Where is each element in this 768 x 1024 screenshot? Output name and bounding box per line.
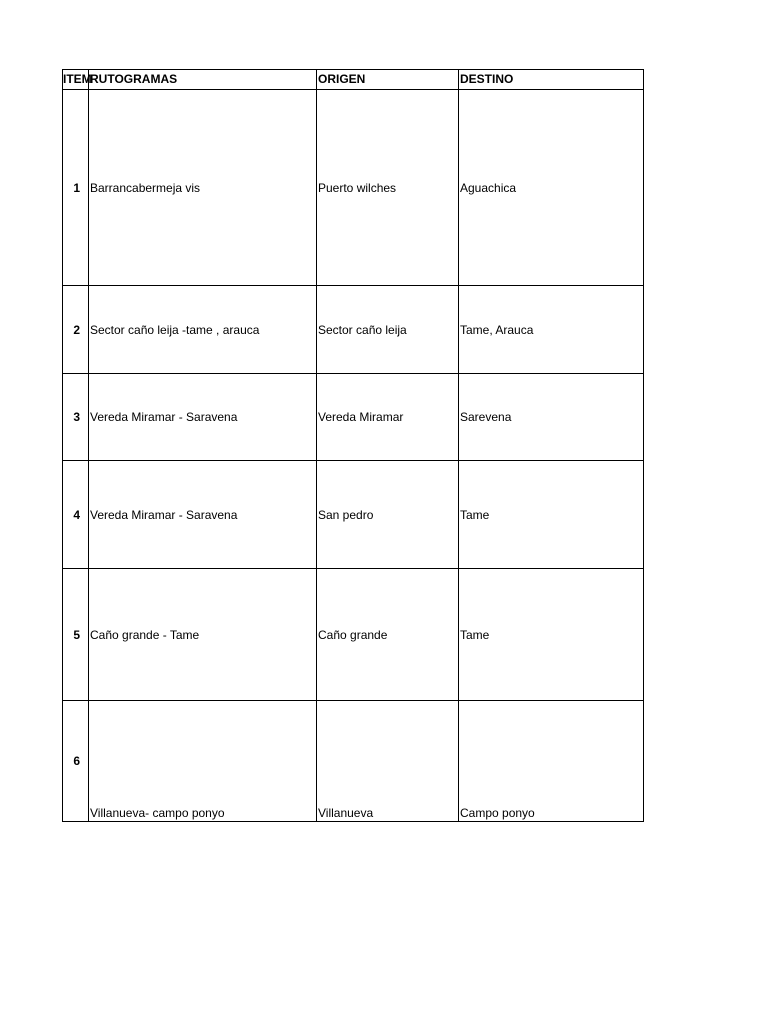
item-number: 5 (63, 569, 89, 701)
table-row (63, 461, 644, 569)
destino-cell: Tame (459, 461, 644, 569)
rutograma-cell: Sector caño leija -tame , arauca (89, 286, 317, 374)
rutograma-cell: Villanueva- campo ponyo (89, 701, 317, 822)
spreadsheet-table-container (62, 69, 644, 822)
destino-cell: Tame (459, 569, 644, 701)
origen-cell: Puerto wilches (317, 90, 459, 286)
header-origen: ORIGEN (317, 70, 459, 90)
origen-cell: Vereda Miramar (317, 374, 459, 461)
routes-table (62, 69, 644, 822)
item-number: 1 (63, 90, 89, 286)
header-row (63, 70, 644, 90)
item-number: 6 (63, 701, 89, 822)
rutograma-cell: Barrancabermeja vis (89, 90, 317, 286)
item-number: 3 (63, 374, 89, 461)
table-row (63, 569, 644, 701)
destino-cell: Aguachica (459, 90, 644, 286)
table-row (63, 90, 644, 286)
item-number: 4 (63, 461, 89, 569)
rutograma-cell: Vereda Miramar - Saravena (89, 374, 317, 461)
table-row (63, 701, 644, 822)
origen-cell: Caño grande (317, 569, 459, 701)
rutograma-cell: Caño grande - Tame (89, 569, 317, 701)
table-row (63, 374, 644, 461)
table-row (63, 286, 644, 374)
origen-cell: Villanueva (317, 701, 459, 822)
destino-cell: Sarevena (459, 374, 644, 461)
origen-cell: Sector caño leija (317, 286, 459, 374)
header-rutogramas: RUTOGRAMAS (89, 70, 317, 90)
origen-cell: San pedro (317, 461, 459, 569)
rutograma-cell: Vereda Miramar - Saravena (89, 461, 317, 569)
destino-cell: Tame, Arauca (459, 286, 644, 374)
header-item: ITEM (63, 70, 89, 90)
destino-cell: Campo ponyo (459, 701, 644, 822)
header-destino: DESTINO (459, 70, 644, 90)
item-number: 2 (63, 286, 89, 374)
